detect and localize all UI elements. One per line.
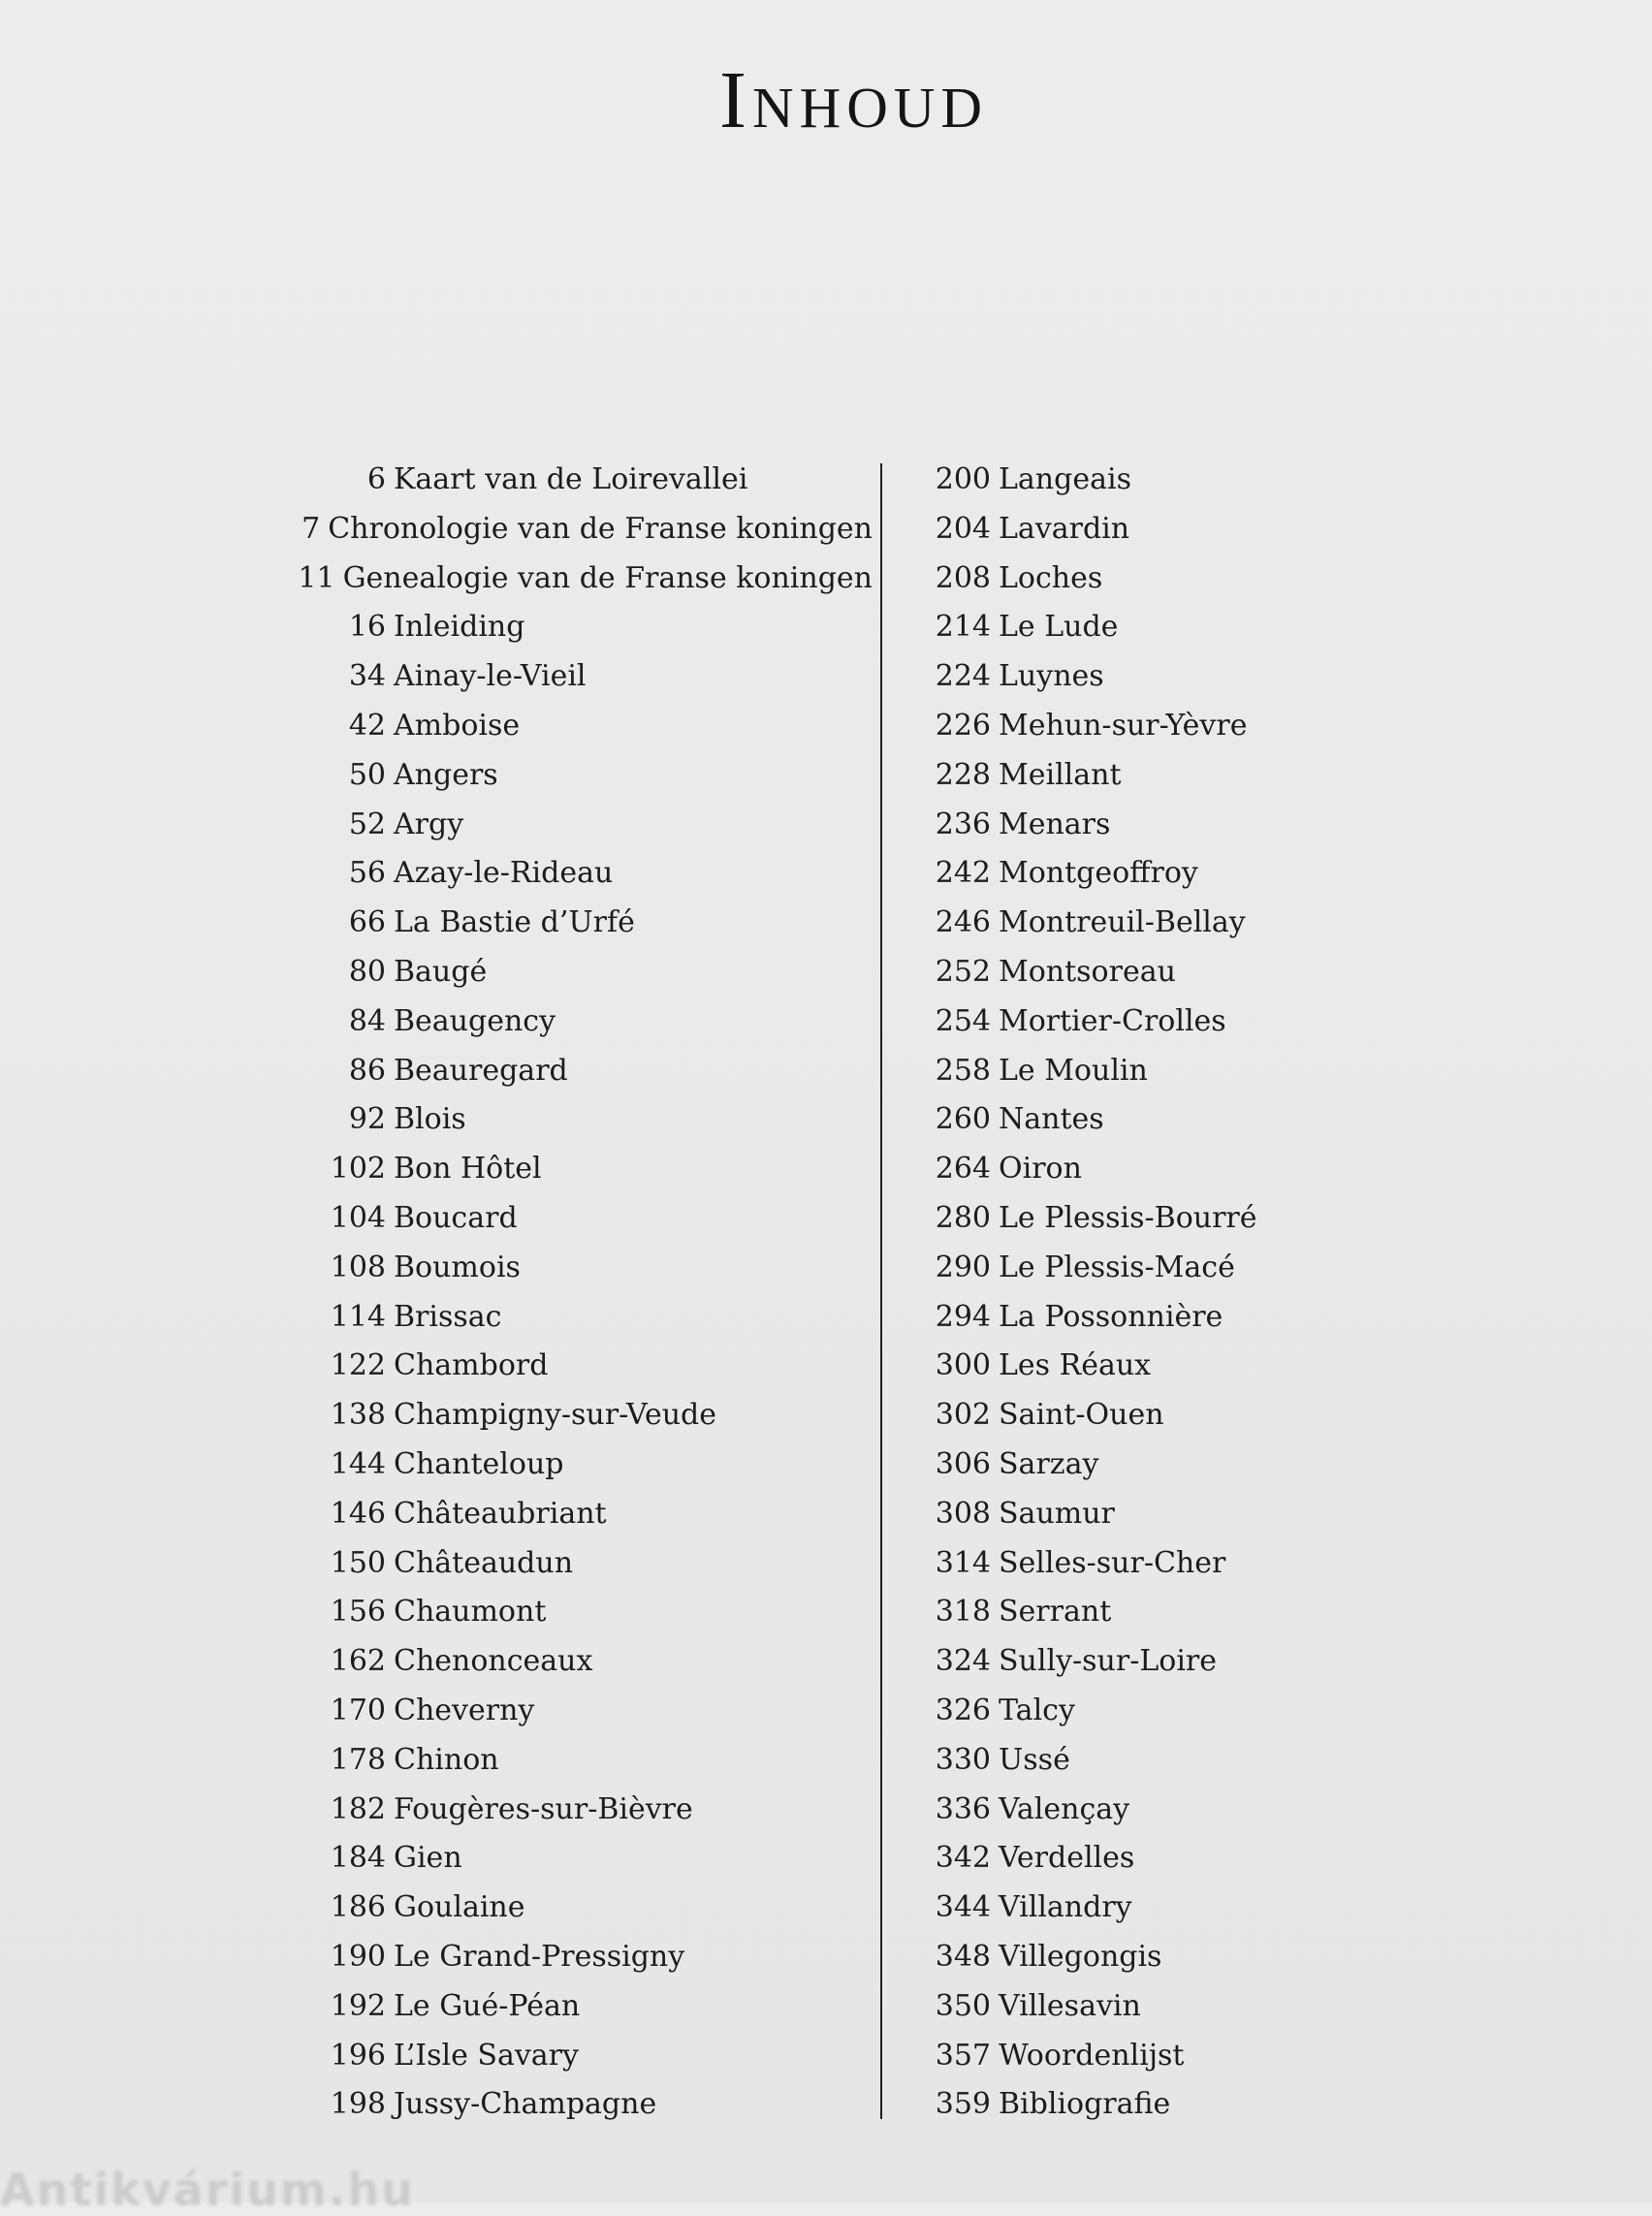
toc-entry (291, 1342, 873, 1391)
toc-entry-title: Argy (394, 807, 464, 841)
toc-entry (291, 1637, 873, 1687)
toc-entry-title: Villesavin (999, 1988, 1141, 2023)
toc-page-number: 108 (330, 1250, 386, 1284)
toc-page-number: 196 (330, 2038, 386, 2073)
toc-entry-title: Montsoreau (999, 954, 1176, 989)
toc-page-number: 254 (935, 1003, 991, 1038)
toc-entry-title: Mortier-Crolles (999, 1003, 1226, 1038)
toc-page-number: 344 (935, 1890, 991, 1925)
page-title: Inhoud (719, 55, 989, 145)
toc-page-number: 84 (348, 1003, 386, 1038)
toc-entry-title: Beauregard (394, 1053, 568, 1088)
toc-entry (291, 1588, 873, 1637)
toc-page-number: 302 (935, 1398, 991, 1433)
toc-entry (902, 1637, 1348, 1687)
toc-entry (291, 1982, 873, 2032)
toc-entry-title: Luynes (999, 659, 1104, 694)
toc-entry-title: Chambord (394, 1348, 549, 1383)
toc-entry-title: Chaumont (394, 1595, 547, 1630)
toc-page-number: 294 (935, 1299, 991, 1334)
toc-entry-title: Woordenlijst (999, 2038, 1185, 2073)
toc-page-number: 260 (935, 1102, 991, 1137)
toc-entry-title: Châteaudun (394, 1545, 574, 1580)
toc-page-number: 198 (330, 2087, 386, 2122)
toc-page-number: 252 (935, 954, 991, 989)
toc-entry (291, 948, 873, 997)
toc-entry-title: Les Réaux (999, 1348, 1152, 1383)
toc-entry (291, 1786, 873, 1835)
toc-page-number: 56 (348, 856, 386, 891)
toc-entry-title: Saint-Ouen (999, 1398, 1164, 1433)
toc-entry-title: L’Isle Savary (394, 2038, 579, 2073)
toc-entry (902, 505, 1348, 554)
toc-entry (902, 456, 1348, 505)
toc-entry-title: Ainay-le-Vieil (394, 659, 587, 694)
toc-page-number: 50 (348, 757, 386, 792)
toc-page-number: 236 (935, 807, 991, 841)
toc-entry (902, 702, 1348, 751)
toc-entry (902, 948, 1348, 997)
toc-page-number: 214 (935, 610, 991, 645)
toc-entry (902, 1194, 1348, 1244)
toc-entry (291, 505, 873, 554)
toc-entry (902, 1145, 1348, 1194)
toc-entry (291, 1687, 873, 1736)
toc-entry-title: Loches (999, 560, 1103, 595)
toc-entry (902, 1736, 1348, 1786)
toc-entry (291, 554, 873, 604)
toc-entry-title: Chinon (394, 1742, 499, 1777)
toc-entry-title: Sarzay (999, 1446, 1099, 1481)
toc-page-number: 150 (330, 1545, 386, 1580)
toc-entry (902, 751, 1348, 801)
toc-page-number: 264 (935, 1152, 991, 1187)
toc-entry (291, 1490, 873, 1539)
toc-entry-title: Meillant (999, 757, 1122, 792)
toc-page-number: 186 (330, 1890, 386, 1925)
toc-page-number: 226 (935, 708, 991, 743)
toc-entry (291, 456, 873, 505)
toc-entry-title: Villandry (999, 1890, 1132, 1925)
toc-entry (291, 801, 873, 850)
toc-entry-title: Amboise (394, 708, 521, 743)
toc-page-number: 52 (348, 807, 386, 841)
toc-entry (902, 603, 1348, 652)
toc-entry-title: Bibliografie (999, 2087, 1171, 2122)
toc-entry (902, 801, 1348, 850)
toc-page-number: 300 (935, 1348, 991, 1383)
toc-entry-title: Mehun-sur-Yèvre (999, 708, 1248, 743)
toc-entry (902, 2080, 1348, 2130)
toc-page-number: 192 (330, 1988, 386, 2023)
toc-page-number: 7 (302, 511, 321, 546)
toc-entry-title: Blois (394, 1102, 466, 1137)
toc-page-number: 146 (330, 1496, 386, 1531)
toc-entry (291, 1539, 873, 1589)
toc-entry-title: Bon Hôtel (394, 1152, 542, 1187)
toc-entry (902, 1047, 1348, 1096)
column-divider (880, 463, 882, 2119)
toc-page-number: 178 (330, 1742, 386, 1777)
toc-entry-title: Cheverny (394, 1693, 535, 1727)
toc-entry-title: Serrant (999, 1595, 1112, 1630)
toc-entry-title: La Possonnière (999, 1299, 1223, 1334)
toc-entry-title: Montgeoffroy (999, 856, 1198, 891)
toc-page-number: 190 (330, 1939, 386, 1974)
toc-entry (291, 997, 873, 1047)
toc-entry-title: Le Gué-Péan (394, 1988, 581, 2023)
toc-entry-title: Nantes (999, 1102, 1104, 1137)
toc-entry-title: Kaart van de Loirevallei (394, 462, 748, 496)
toc-entry (291, 1933, 873, 1982)
toc-page-number: 162 (330, 1644, 386, 1679)
toc-entry-title: Montreuil-Bellay (999, 905, 1246, 940)
toc-page-number: 308 (935, 1496, 991, 1531)
toc-entry-title: Champigny-sur-Veude (394, 1398, 716, 1433)
toc-entry-title: Goulaine (394, 1890, 525, 1925)
toc-entry-title: Le Moulin (999, 1053, 1148, 1088)
toc-entry (291, 1736, 873, 1786)
toc-entry-title: Selles-sur-Cher (999, 1545, 1226, 1580)
toc-entry (902, 899, 1348, 948)
toc-entry (902, 1244, 1348, 1293)
toc-entry-title: Le Lude (999, 610, 1119, 645)
toc-entry-title: Boumois (394, 1250, 521, 1284)
toc-page-number: 184 (330, 1841, 386, 1876)
toc-entry-title: Verdelles (999, 1841, 1135, 1876)
toc-entry (291, 899, 873, 948)
toc-page-number: 357 (935, 2038, 991, 2073)
toc-entry-title: Ussé (999, 1742, 1070, 1777)
toc-entry (902, 2032, 1348, 2081)
toc-page-number: 290 (935, 1250, 991, 1284)
toc-page-number: 86 (348, 1053, 386, 1088)
toc-page-number: 170 (330, 1693, 386, 1727)
toc-page-number: 208 (935, 560, 991, 595)
toc-page-number: 204 (935, 511, 991, 546)
toc-entry-title: Oiron (999, 1152, 1082, 1187)
toc-entry-title: Le Plessis-Bourré (999, 1200, 1257, 1235)
toc-page-number: 330 (935, 1742, 991, 1777)
toc-entry-title: Chanteloup (394, 1446, 564, 1481)
toc-entry (902, 1687, 1348, 1736)
toc-column-right (902, 456, 1348, 2130)
toc-page-number: 306 (935, 1446, 991, 1481)
toc-entry-title: Saumur (999, 1496, 1115, 1531)
toc-page-number: 242 (935, 856, 991, 891)
toc-page-number: 350 (935, 1988, 991, 2023)
toc-entry (291, 1244, 873, 1293)
toc-column-left (291, 456, 873, 2130)
toc-page-number: 114 (330, 1299, 386, 1334)
toc-page-number: 104 (330, 1200, 386, 1235)
toc-entry-title: Brissac (394, 1299, 502, 1334)
toc-page-number: 156 (330, 1595, 386, 1630)
toc-page-number: 326 (935, 1693, 991, 1727)
toc-entry (291, 1095, 873, 1145)
toc-entry (291, 1293, 873, 1343)
toc-entry-title: Angers (394, 757, 498, 792)
toc-page-number: 318 (935, 1595, 991, 1630)
toc-entry-title: Baugé (394, 954, 488, 989)
toc-entry-title: Gien (394, 1841, 462, 1876)
toc-page-number: 6 (366, 462, 386, 496)
toc-entry (291, 603, 873, 652)
toc-page-number: 16 (348, 610, 386, 645)
toc-entry-title: Boucard (394, 1200, 518, 1235)
toc-entry (902, 554, 1348, 604)
toc-entry (902, 1933, 1348, 1982)
toc-page-number: 66 (348, 905, 386, 940)
toc-entry-title: Langeais (999, 462, 1131, 496)
toc-page-number: 280 (935, 1200, 991, 1235)
toc-entry (291, 1884, 873, 1933)
toc-entry-title: Azay-le-Rideau (394, 856, 614, 891)
toc-entry-title: Le Grand-Pressigny (394, 1939, 685, 1974)
toc-entry (902, 1391, 1348, 1440)
toc-page-number: 200 (935, 462, 991, 496)
toc-entry-title: Beaugency (394, 1003, 556, 1038)
toc-entry-title: Jussy-Champagne (394, 2087, 657, 2122)
toc-page-number: 34 (348, 659, 386, 694)
toc-entry (291, 751, 873, 801)
toc-entry (902, 1786, 1348, 1835)
toc-page-number: 228 (935, 757, 991, 792)
toc-page-number: 11 (298, 560, 335, 595)
toc-entry (902, 1342, 1348, 1391)
toc-entry-title: La Bastie d’Urfé (394, 905, 635, 940)
watermark: Antikvárium.hu (0, 2164, 415, 2216)
toc-entry (291, 1391, 873, 1440)
toc-page-number: 258 (935, 1053, 991, 1088)
toc-entry-title: Sully-sur-Loire (999, 1644, 1218, 1679)
toc-page-number: 138 (330, 1398, 386, 1433)
toc-page-number: 348 (935, 1939, 991, 1974)
toc-entry-title: Lavardin (999, 511, 1130, 546)
toc-entry (902, 1440, 1348, 1490)
toc-entry-title: Châteaubriant (394, 1496, 607, 1531)
toc-entry (291, 849, 873, 899)
toc-page-number: 224 (935, 659, 991, 694)
toc-page-number: 80 (348, 954, 386, 989)
toc-entry (902, 1539, 1348, 1589)
toc-entry (291, 1834, 873, 1884)
toc-entry-title: Chronologie van de Franse koningen (328, 511, 873, 546)
toc-entry (291, 2080, 873, 2130)
toc-entry (902, 1293, 1348, 1343)
toc-entry (902, 849, 1348, 899)
toc-entry-title: Valençay (999, 1791, 1130, 1826)
toc-page-number: 336 (935, 1791, 991, 1826)
toc-entry (902, 1884, 1348, 1933)
toc-entry (291, 1194, 873, 1244)
toc-entry-title: Chenonceaux (394, 1644, 593, 1679)
toc-entry-title: Menars (999, 807, 1111, 841)
toc-page-number: 324 (935, 1644, 991, 1679)
toc-entry (902, 1490, 1348, 1539)
toc-entry-title: Genealogie van de Franse koningen (342, 560, 873, 595)
toc-entry (902, 997, 1348, 1047)
toc-entry (902, 1095, 1348, 1145)
toc-page-number: 102 (330, 1152, 386, 1187)
toc-entry-title: Le Plessis-Macé (999, 1250, 1235, 1284)
toc-entry (902, 652, 1348, 702)
toc-entry (902, 1834, 1348, 1884)
toc-entry-title: Villegongis (999, 1939, 1162, 1974)
toc-entry-title: Fougères-sur-Bièvre (394, 1791, 693, 1826)
toc-entry (291, 652, 873, 702)
toc-page-number: 122 (330, 1348, 386, 1383)
toc-entry (291, 1047, 873, 1096)
toc-page-number: 246 (935, 905, 991, 940)
toc-page-number: 314 (935, 1545, 991, 1580)
toc-entry (291, 2032, 873, 2081)
toc-page-number: 342 (935, 1841, 991, 1876)
toc-entry (291, 702, 873, 751)
toc-entry-title: Talcy (999, 1693, 1075, 1727)
toc-entry-title: Inleiding (394, 610, 525, 645)
toc-page-number: 92 (348, 1102, 386, 1137)
toc-entry (291, 1145, 873, 1194)
toc-entry (291, 1440, 873, 1490)
toc-page-number: 182 (330, 1791, 386, 1826)
toc-page-number: 42 (348, 708, 386, 743)
toc-entry (902, 1588, 1348, 1637)
toc-page-number: 359 (935, 2087, 991, 2122)
toc-page-number: 144 (330, 1446, 386, 1481)
toc-entry (902, 1982, 1348, 2032)
